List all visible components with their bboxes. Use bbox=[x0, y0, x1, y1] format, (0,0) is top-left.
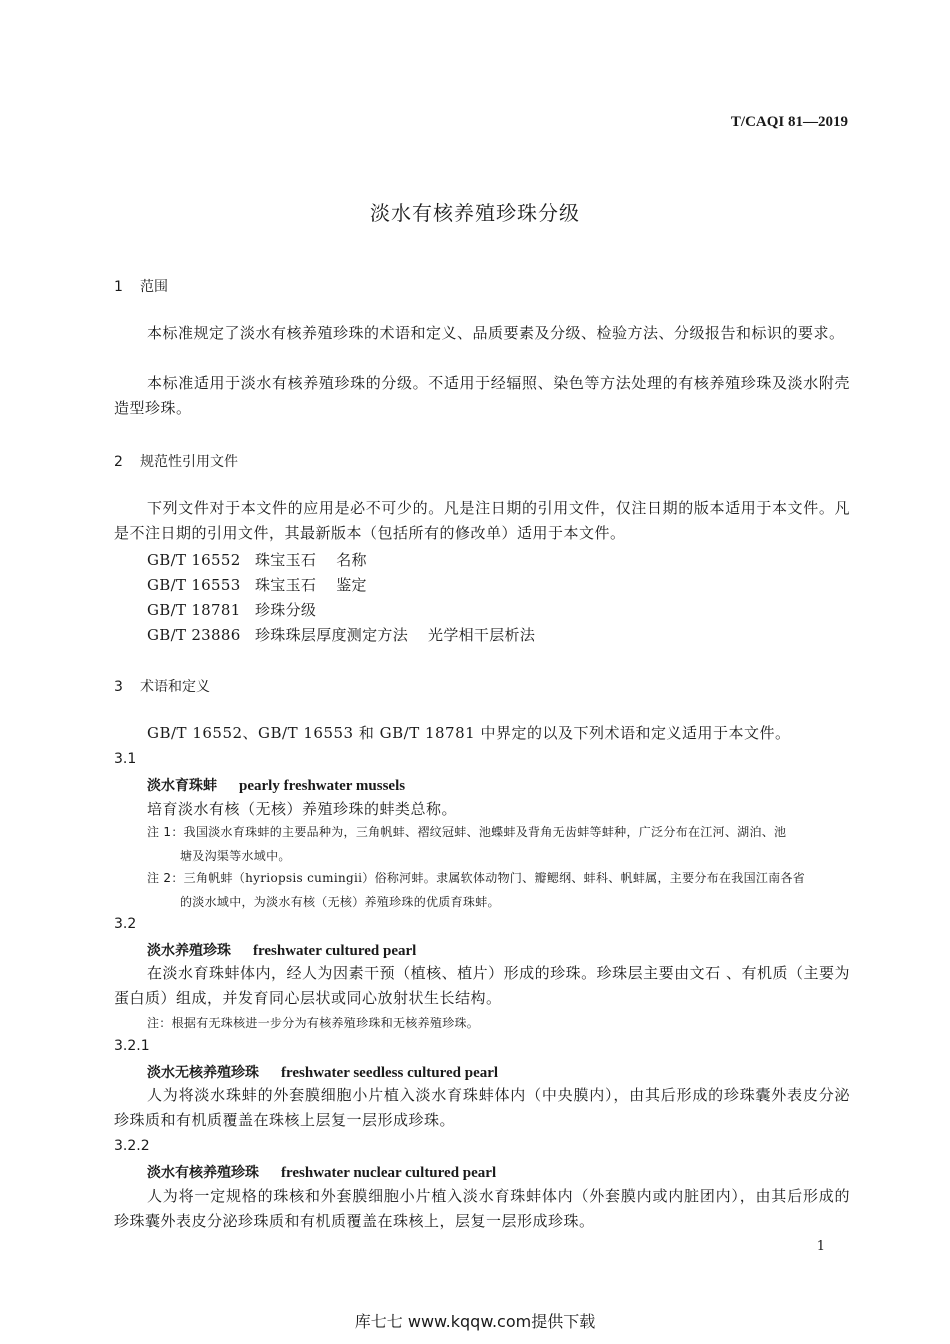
note-1 bbox=[147, 820, 851, 868]
reference-name: 珍珠分级 bbox=[255, 601, 317, 619]
term-definition: 人为将淡水珠蚌的外套膜细胞小片植入淡水育珠蚌体内（中央膜内），由其后形成的珍珠囊外表皮分泌珍珠质和有机质覆盖在珠核上层复一层形成珍珠。 bbox=[114, 1086, 850, 1129]
page-title: 淡水有核养殖珍珠分级 bbox=[370, 201, 580, 225]
term-chinese: 淡水育珠蚌 bbox=[147, 778, 217, 794]
term-chinese: 淡水有核养殖珍珠 bbox=[147, 1165, 259, 1181]
reference-item bbox=[147, 624, 535, 645]
term-definition: 在淡水育珠蚌体内，经人为因素干预（植核、植片）形成的珍珠。珍珠层主要由文石 、有机质（主要为蛋白质）组成，并发育同心层状或同心放射状生长结构。 bbox=[114, 964, 850, 1007]
term-english: freshwater nuclear cultured pearl bbox=[281, 1165, 497, 1181]
reference-name: 珠宝玉石 bbox=[255, 576, 317, 594]
term-number: 3.2.2 bbox=[114, 1138, 150, 1154]
references-paragraph: 下列文件对于本文件的应用是必不可少的。凡是注日期的引用文件，仅注日期的版本适用于本文件。凡是不注日期的引用文件，其最新版本（包括所有的修改单）适用于本文件。 bbox=[114, 499, 850, 542]
note-2 bbox=[147, 866, 851, 914]
reference-code: GB/T 16553 bbox=[147, 576, 241, 594]
reference-subtitle: 鉴定 bbox=[336, 576, 367, 594]
page-number: 1 bbox=[816, 1239, 825, 1254]
note-text: 我国淡水育珠蚌的主要品种为，三角帆蚌、褶纹冠蚌、池蝶蚌及背角无齿蚌等蚌种，广泛分布在江河、湖泊、池 bbox=[183, 825, 787, 839]
terms-paragraph: GB/T 16552、GB/T 16553 和 GB/T 18781 中界定的以及下列术语和定义适用于本文件。 bbox=[147, 724, 791, 742]
note-text: 三角帆蚌（hyriopsis cumingii）俗称河蚌。隶属软体动物门、瓣鳃纲、蚌科、帆蚌属，主要分布在我国江南各省 bbox=[183, 871, 806, 885]
footer-watermark[interactable]: 库七七 www.kqqw.com提供下载 bbox=[354, 1312, 596, 1331]
standard-number: T/CAQI 81—2019 bbox=[730, 114, 848, 130]
term-english: freshwater cultured pearl bbox=[253, 943, 417, 959]
note-text: 根据有无珠核进一步分为有核养殖珍珠和无核养殖珍珠。 bbox=[171, 1016, 480, 1030]
scope-paragraph-1: 本标准规定了淡水有核养殖珍珠的术语和定义、品质要素及分级、检验方法、分级报告和标识的要求。 bbox=[147, 324, 845, 342]
reference-item bbox=[147, 574, 367, 595]
section-3-heading bbox=[114, 676, 210, 696]
term-title bbox=[147, 1162, 496, 1182]
scope-paragraph-2: 本标准适用于淡水有核养殖珍珠的分级。不适用于经辐照、染色等方法处理的有核养殖珍珠及淡水附壳造型珍珠。 bbox=[114, 374, 850, 417]
note-label: 注 1： bbox=[147, 825, 184, 839]
term-english: pearly freshwater mussels bbox=[239, 778, 406, 794]
section-title: 范围 bbox=[140, 279, 168, 295]
note bbox=[147, 1011, 851, 1035]
reference-item bbox=[147, 599, 336, 620]
section-number: 2 bbox=[114, 454, 123, 470]
term-title bbox=[147, 1062, 498, 1082]
section-2-heading bbox=[114, 451, 238, 471]
reference-item bbox=[147, 549, 367, 570]
section-1-heading bbox=[114, 276, 168, 296]
term-title bbox=[147, 940, 416, 960]
term-title bbox=[147, 775, 405, 795]
note-text-continued: 的淡水域中，为淡水有核（无核）养殖珍珠的优质育珠蚌。 bbox=[180, 895, 500, 909]
section-number: 3 bbox=[114, 679, 123, 695]
reference-name: 珍珠珠层厚度测定方法 bbox=[255, 626, 409, 644]
reference-code: GB/T 23886 bbox=[147, 626, 241, 644]
term-number: 3.2.1 bbox=[114, 1038, 150, 1054]
term-chinese: 淡水养殖珍珠 bbox=[147, 943, 231, 959]
reference-subtitle: 光学相干层析法 bbox=[428, 626, 536, 644]
note-text-continued: 塘及沟渠等水域中。 bbox=[180, 849, 291, 863]
reference-subtitle: 名称 bbox=[336, 551, 367, 569]
term-english: freshwater seedless cultured pearl bbox=[281, 1065, 499, 1081]
note-label: 注： bbox=[147, 1016, 172, 1030]
section-title: 规范性引用文件 bbox=[140, 454, 238, 470]
section-title: 术语和定义 bbox=[140, 679, 210, 695]
reference-code: GB/T 18781 bbox=[147, 601, 241, 619]
term-definition: 培育淡水有核（无核）养殖珍珠的蚌类总称。 bbox=[147, 800, 458, 818]
note-label: 注 2： bbox=[147, 871, 184, 885]
term-definition: 人为将一定规格的珠核和外套膜细胞小片植入淡水育珠蚌体内（外套膜内或内脏团内），由其后形成的珍珠囊外表皮分泌珍珠质和有机质覆盖在珠核上，层复一层形成珍珠。 bbox=[114, 1187, 850, 1230]
section-number: 1 bbox=[114, 279, 123, 295]
term-number: 3.2 bbox=[114, 916, 137, 932]
reference-code: GB/T 16552 bbox=[147, 551, 241, 569]
term-number: 3.1 bbox=[114, 751, 137, 767]
reference-name: 珠宝玉石 bbox=[255, 551, 317, 569]
term-chinese: 淡水无核养殖珍珠 bbox=[147, 1065, 259, 1081]
